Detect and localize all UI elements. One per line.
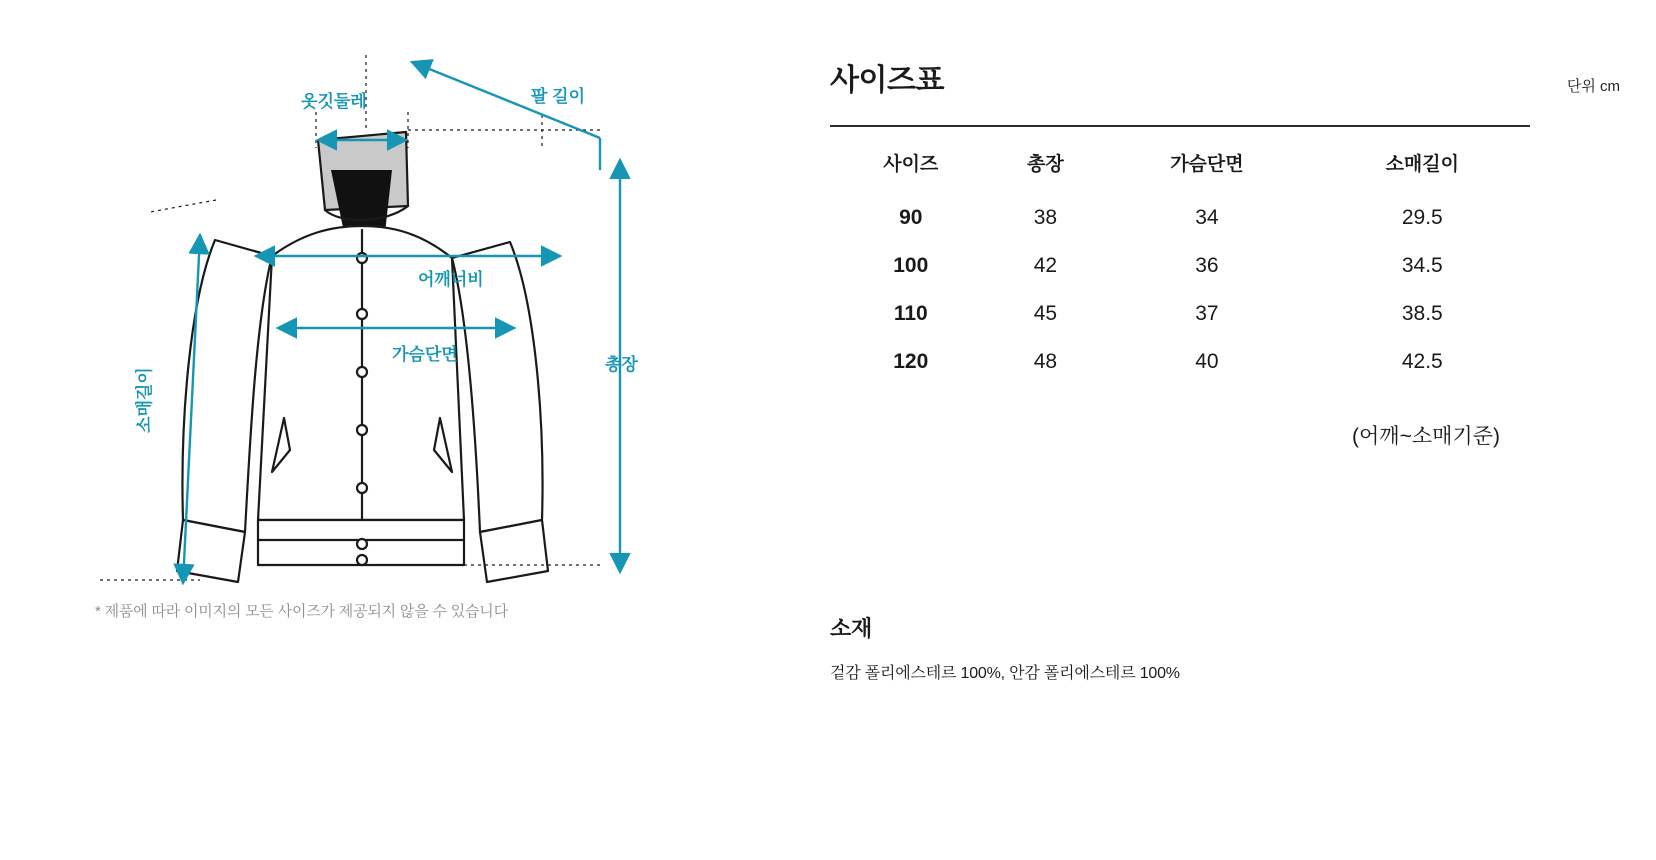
label-total-length: 총장 [605,355,638,374]
label-chest-width: 가슴단면 [392,345,458,364]
cell-chest-width: 36 [1195,254,1219,277]
cell-chest-width: 40 [1195,350,1219,373]
cell-total-length: 38 [1033,206,1058,229]
label-collar: 옷깃둘레 [301,92,367,111]
label-sleeve-length-top: 팔 길이 [531,87,585,106]
size-info-panel [830,0,1620,860]
cell-size: 100 [893,254,929,277]
cell-sleeve-length: 29.5 [1401,206,1443,229]
cell-chest-width: 37 [1195,302,1219,325]
table-row [830,290,1530,338]
size-table [830,125,1530,386]
cell-chest-width: 34 [1195,206,1219,229]
material-description: 겉감 폴리에스테르 100%, 안감 폴리에스테르 100% [830,665,1180,682]
left-cuff [177,520,245,582]
label-shoulder-width: 어깨너비 [418,270,484,289]
column-header-size: 사이즈 [830,126,992,194]
table-row [830,194,1530,242]
table-row [830,242,1530,290]
jacket-illustration [177,132,548,582]
cell-total-length: 48 [1033,350,1058,373]
material-title: 소재 [830,616,872,641]
cell-total-length: 45 [1033,302,1058,325]
jacket-diagram-panel [0,0,800,860]
left-sleeve [182,240,272,532]
column-header-total-length: 총장 [992,126,1100,194]
cell-size: 90 [899,206,923,229]
cell-sleeve-length: 38.5 [1401,302,1443,325]
size-table-note: (어깨~소매기준) [1352,425,1500,448]
cell-size: 110 [893,302,928,325]
table-row [830,338,1530,386]
column-header-sleeve-length: 소매길이 [1315,126,1530,194]
unit-label: 단위 cm [1566,78,1620,95]
size-chart-title: 사이즈표 [830,64,944,97]
label-sleeve-length-side: 소매길이 [135,367,154,433]
cell-total-length: 42 [1033,254,1058,277]
table-header-row [830,126,1530,194]
diagram-footnote: * 제품에 따라 이미지의 모든 사이즈가 제공되지 않을 수 있습니다 [95,603,508,620]
right-cuff [480,520,548,582]
jacket-measurement-diagram [40,20,760,600]
cell-size: 120 [893,350,929,373]
cell-sleeve-length: 34.5 [1401,254,1443,277]
column-header-chest-width: 가슴단면 [1099,126,1314,194]
cell-sleeve-length: 42.5 [1401,350,1443,373]
